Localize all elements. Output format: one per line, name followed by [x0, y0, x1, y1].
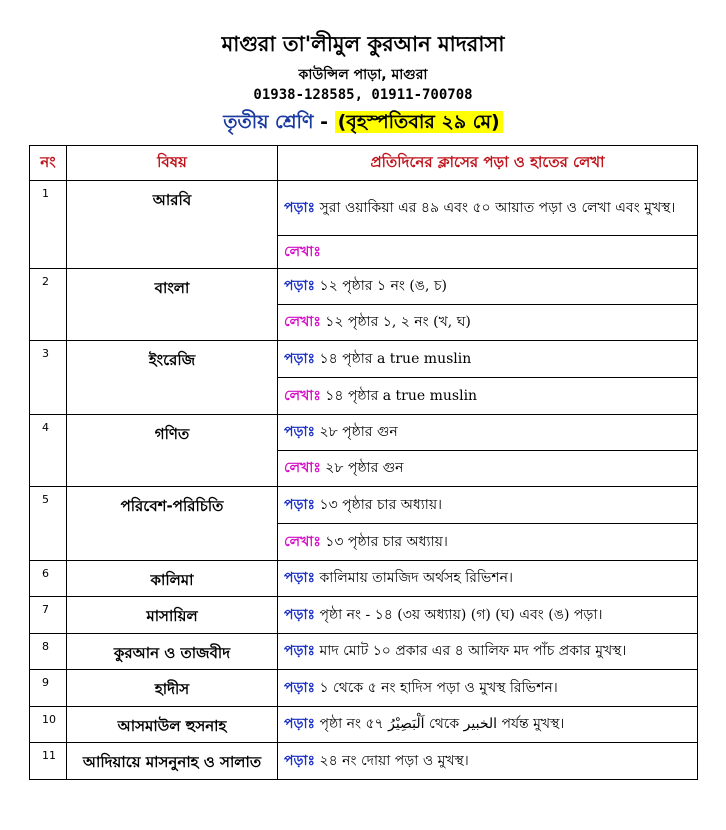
read-task-cell [278, 561, 698, 597]
read-label: পড়াঃ [284, 278, 316, 295]
read-task-text: মাদ মোট ১০ প্রকার এর ৪ আলিফ মদ পাঁচ প্রকার মুখস্থ। [319, 643, 627, 660]
write-label: লেখাঃ [284, 533, 321, 550]
read-task-text: কালিমায় তামজিদ অর্থসহ রিভিশন। [319, 570, 514, 587]
table-row [30, 487, 698, 524]
subject-cell: আদিয়ায়ে মাসনুনাহ ও সালাত [67, 743, 278, 780]
table-row [30, 597, 698, 634]
read-task-text: ১২ পৃষ্ঠার ১ নং (ঙ, চ) [319, 278, 447, 295]
read-label: পড়াঃ [284, 350, 316, 367]
read-task-cell [278, 269, 698, 305]
read-label: পড়াঃ [284, 679, 316, 696]
title-separator: - [313, 111, 335, 133]
row-number: 9 [30, 670, 67, 707]
subject-cell: গণিত [67, 415, 278, 487]
read-label: পড়াঃ [284, 424, 316, 441]
write-task-cell [278, 378, 698, 415]
read-task-text: পৃষ্ঠা নং - ১৪ (৩য় অধ্যায়) (গ) (ঘ) এবং (ঙ) পড়া। [319, 606, 603, 623]
write-label: লেখাঃ [284, 243, 321, 260]
phone-numbers: 01938-128585, 01911-700708 [253, 87, 473, 103]
header-tasks: প্রতিদিনের ক্লাসের পড়া ও হাতের লেখা [278, 146, 698, 181]
read-task-text: ২৪ নং দোয়া পড়া ও মুখস্থ। [319, 752, 469, 769]
read-task-cell [278, 415, 698, 451]
subject-cell: আরবি [67, 181, 278, 269]
subject-cell: ইংরেজি [67, 341, 278, 415]
read-task-cell [278, 634, 698, 670]
table-row [30, 561, 698, 597]
read-task-text: পৃষ্ঠা নং ৫৭ اَلْبَصِيْرُ থেকে الخبير পর্যন্ত মুখস্থ। [319, 716, 565, 733]
row-number: 7 [30, 597, 67, 634]
write-label: লেখাঃ [284, 460, 321, 477]
header-subject: বিষয় [67, 146, 278, 181]
write-task-cell [278, 305, 698, 341]
read-task-text: ২৮ পৃষ্ঠার গুন [319, 424, 398, 441]
table-row [30, 341, 698, 378]
table-row [30, 634, 698, 670]
subject-cell: আসমাউল হুসনাহ [67, 707, 278, 743]
row-number: 3 [30, 341, 67, 415]
read-task-cell [278, 341, 698, 378]
table-row [30, 707, 698, 743]
row-number: 1 [30, 181, 67, 269]
write-task-text: ১২ পৃষ্ঠার ১, ২ নং (খ, ঘ) [325, 314, 471, 331]
read-task-cell [278, 181, 698, 236]
write-task-text: ২৮ পৃষ্ঠার গুন [325, 460, 404, 477]
subject-cell: পরিবেশ-পরিচিতি [67, 487, 278, 561]
read-label: পড়াঃ [284, 496, 316, 513]
table-row [30, 269, 698, 305]
read-task-cell [278, 707, 698, 743]
row-number: 11 [30, 743, 67, 780]
school-name: মাগুরা তা'লীমুল কুরআন মাদরাসা [221, 32, 505, 56]
school-address: কাউন্সিল পাড়া, মাগুরা [298, 67, 428, 83]
read-task-cell [278, 487, 698, 524]
table-row [30, 181, 698, 236]
table-row [30, 415, 698, 451]
write-task-cell [278, 236, 698, 269]
read-label: পড়াঃ [284, 752, 316, 769]
write-task-cell [278, 451, 698, 487]
read-task-text: ১৪ পৃষ্ঠার a true muslin [319, 350, 472, 367]
date-highlight: (বৃহস্পতিবার ২৯ মে) [335, 111, 503, 133]
read-task-cell [278, 743, 698, 780]
write-task-text: ১৩ পৃষ্ঠার চার অধ্যায়। [325, 533, 448, 550]
read-task-cell [278, 670, 698, 707]
read-task-text: ১ থেকে ৫ নং হাদিস পড়া ও মুখস্থ রিভিশন। [319, 679, 558, 696]
subject-cell: বাংলা [67, 269, 278, 341]
subject-cell: কুরআন ও তাজবীদ [67, 634, 278, 670]
subject-cell: মাসায়িল [67, 597, 278, 634]
row-number: 10 [30, 707, 67, 743]
write-task-text: ১৪ পৃষ্ঠার a true muslin [325, 387, 478, 404]
row-number: 5 [30, 487, 67, 561]
class-name: তৃতীয় শ্রেণি [223, 111, 314, 133]
homework-table [29, 145, 698, 780]
row-number: 2 [30, 269, 67, 341]
write-label: লেখাঃ [284, 314, 321, 331]
read-label: পড়াঃ [284, 570, 316, 587]
write-task-cell [278, 524, 698, 561]
read-label: পড়াঃ [284, 716, 316, 733]
read-task-text: ১৩ পৃষ্ঠার চার অধ্যায়। [319, 496, 443, 513]
table-row [30, 670, 698, 707]
row-number: 4 [30, 415, 67, 487]
read-label: পড়াঃ [284, 643, 316, 660]
header-number: নং [30, 146, 67, 181]
read-task-cell [278, 597, 698, 634]
read-task-text: সুরা ওয়াকিয়া এর ৪৯ এবং ৫০ আয়াত পড়া ও লেখা এবং মুখস্থ। [319, 199, 676, 216]
table-header-row [30, 146, 698, 181]
subject-cell: কালিমা [67, 561, 278, 597]
write-label: লেখাঃ [284, 387, 321, 404]
read-label: পড়াঃ [284, 199, 316, 216]
table-row [30, 743, 698, 780]
row-number: 6 [30, 561, 67, 597]
class-line [0, 108, 726, 140]
subject-cell: হাদীস [67, 670, 278, 707]
row-number: 8 [30, 634, 67, 670]
read-label: পড়াঃ [284, 606, 316, 623]
